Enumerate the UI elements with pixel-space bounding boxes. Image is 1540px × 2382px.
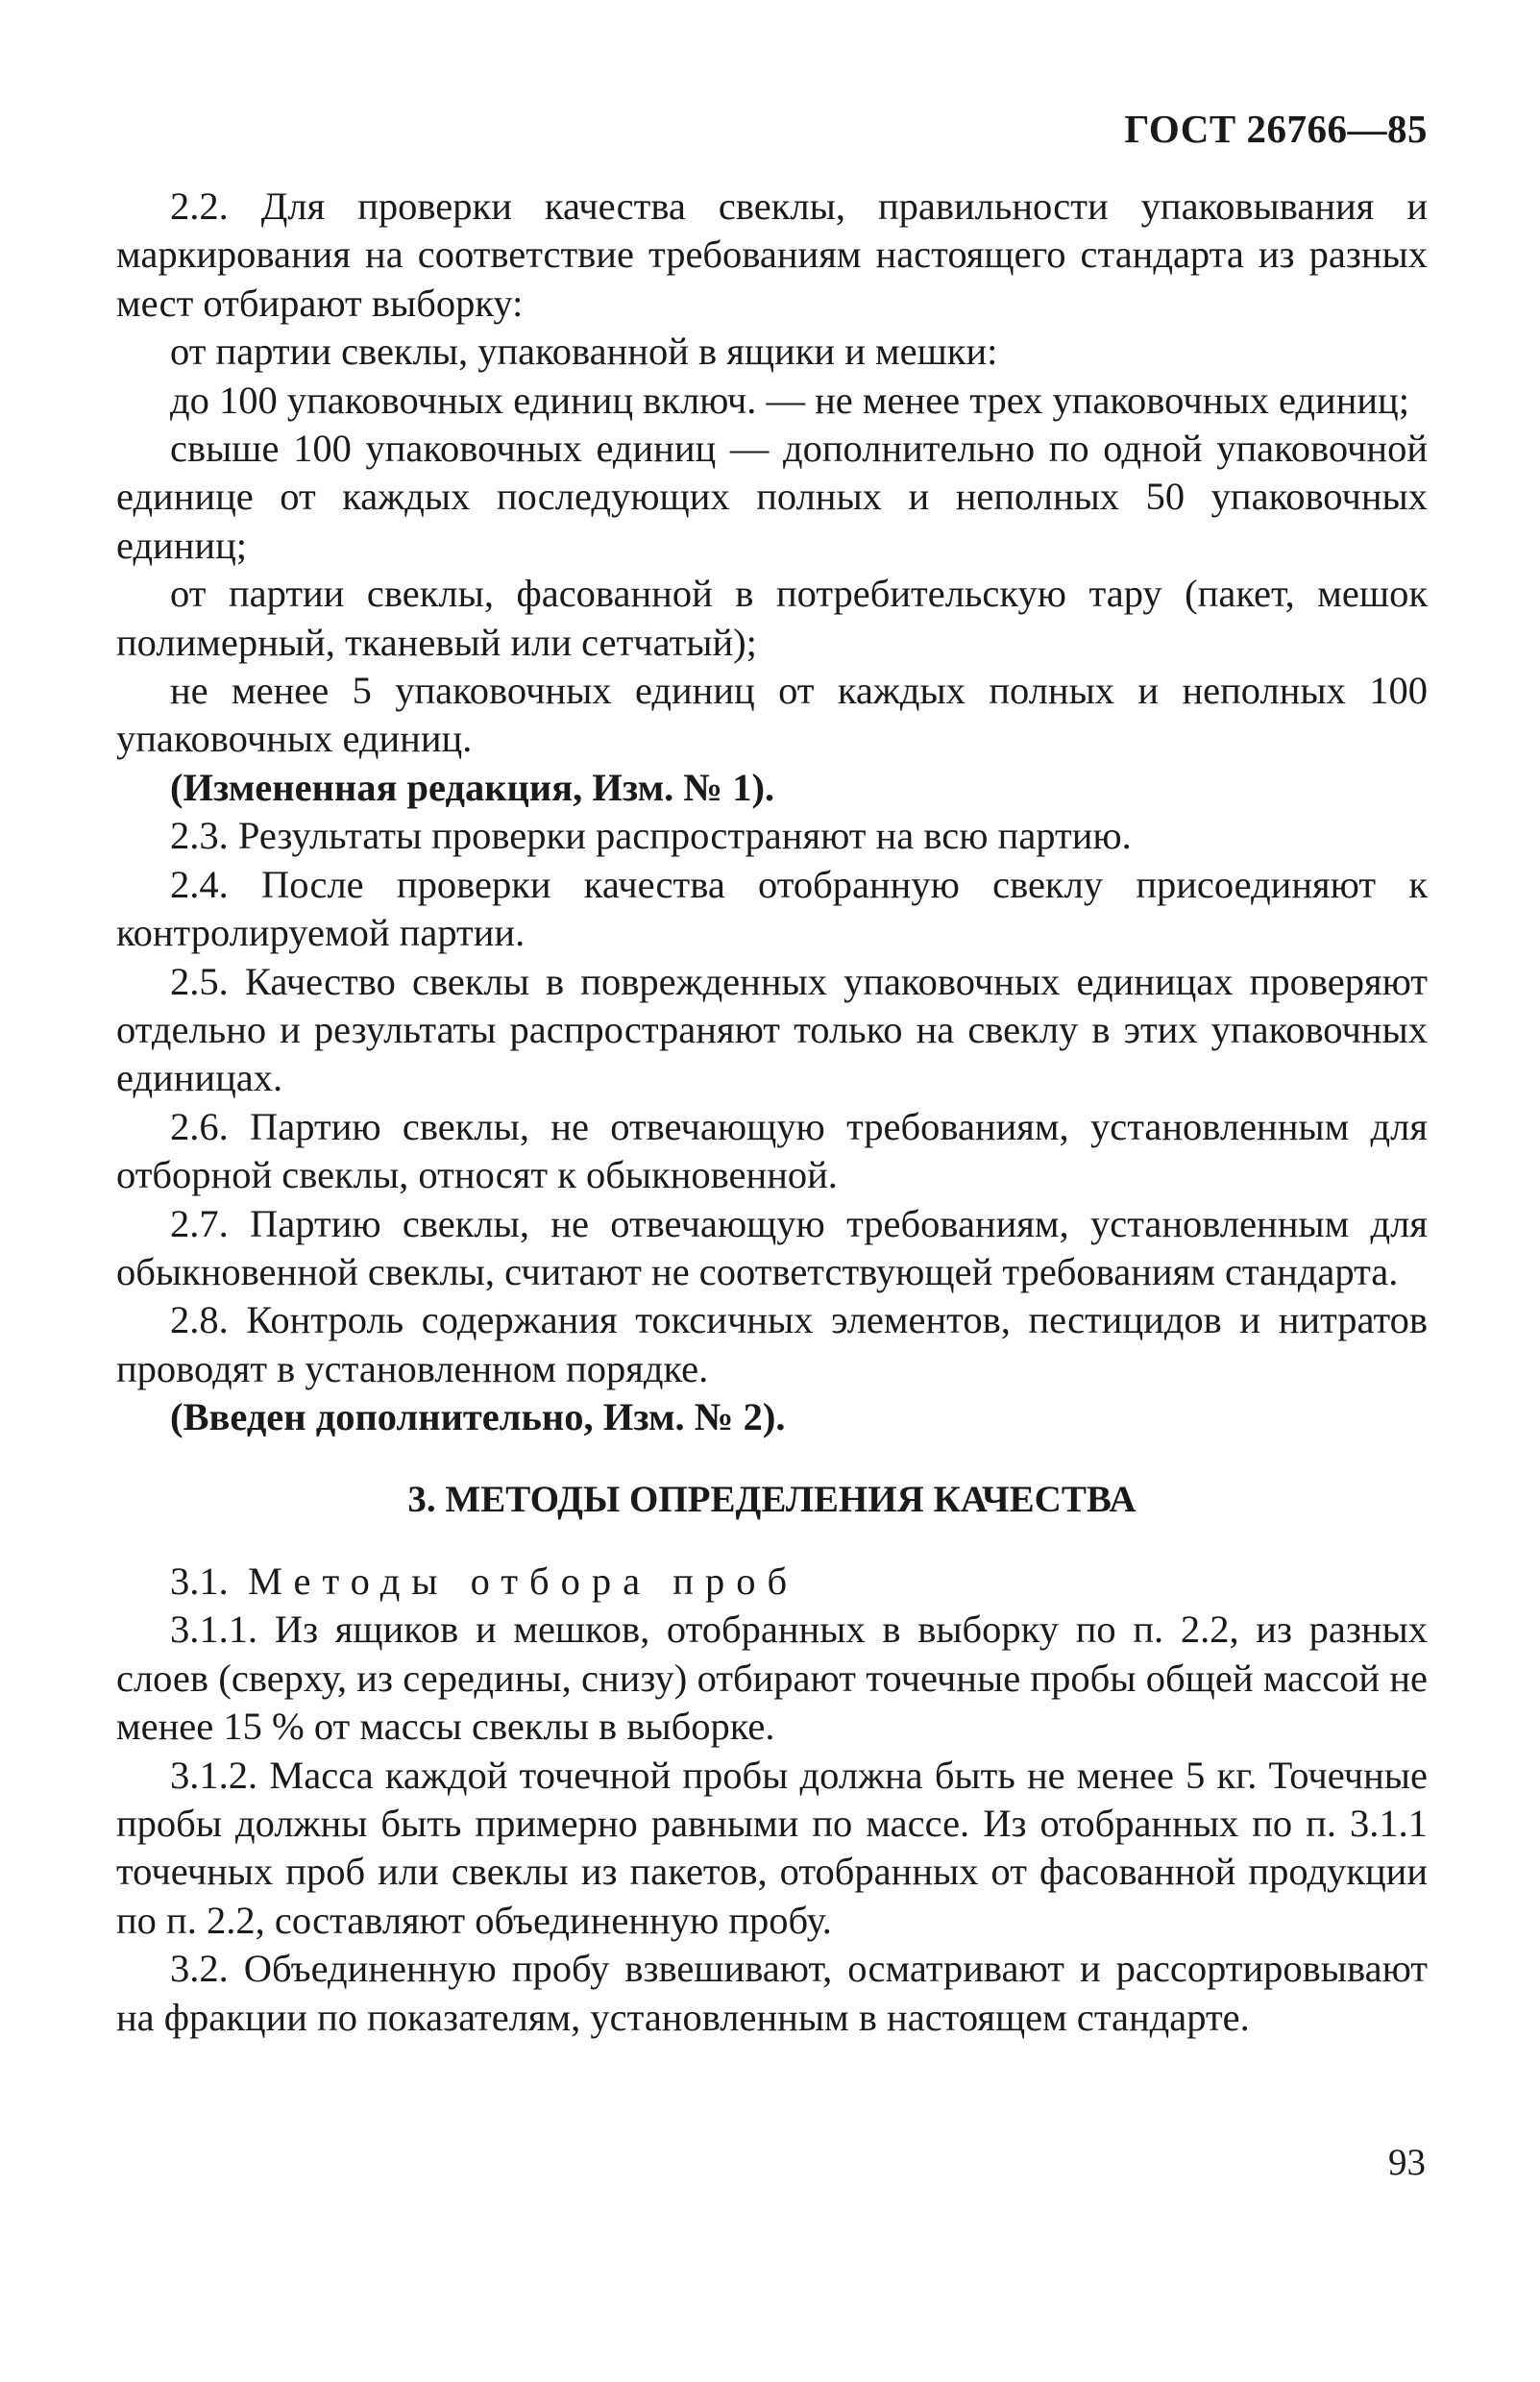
- section-3-title: 3. МЕТОДЫ ОПРЕДЕЛЕНИЯ КАЧЕСТВА: [407, 1478, 1137, 1520]
- paragraph-2-2-over-100: свыше 100 упаковочных единиц — дополнительно по одной упаковочной единице от каждых последующих полных и неполных 50 упаковочных единиц;: [116, 427, 1428, 567]
- amendment-note-2: (Введен дополнительно, Изм. № 2).: [170, 1395, 786, 1439]
- paragraph-2-2-packaged: от партии свеклы, фасованной в потребительскую тару (пакет, мешок полимерный, тканевый или сетчатый);: [116, 572, 1428, 664]
- paragraph-2-3: 2.3. Результаты проверки распространяют на всю партию.: [170, 814, 1132, 858]
- paragraph-2-2: 2.2. Для проверки качества свеклы, правильности упаковывания и маркирования на соответствие требованиям настоящего стандарта из разных мест отбирают выборку:: [116, 184, 1428, 325]
- page-number: 93: [1388, 2142, 1426, 2183]
- paragraph-2-2-boxes: от партии свеклы, упакованной в ящики и мешки:: [170, 330, 998, 374]
- paragraph-2-7: 2.7. Партию свеклы, не отвечающую требованиям, установленным для обыкновенной свеклы, считают не соответствующей требованиям стандарта.: [116, 1201, 1428, 1293]
- paragraph-2-2-minimum-5: не менее 5 упаковочных единиц от каждых полных и неполных 100 упаковочных единиц.: [116, 669, 1428, 761]
- paragraph-2-2-up-to-100: до 100 упаковочных единиц включ. — не менее трех упаковочных единиц;: [170, 378, 1409, 422]
- subsection-3-1-title: Методы отбора проб: [248, 1559, 799, 1603]
- paragraph-3-1-2: 3.1.2. Масса каждой точечной пробы должна быть не менее 5 кг. Точечные пробы должны быть примерно равными по массе. Из отобранных по п. 3.1.1 точечных проб или свеклы из пакетов, отобранных от фасованной продукции по п. 2.2, составляют объединенную пробу.: [116, 1753, 1428, 1942]
- amendment-note-1: (Измененная редакция, Изм. № 1).: [170, 765, 775, 809]
- paragraph-3-2: 3.2. Объединенную пробу взвешивают, осматривают и рассортировывают на фракции по показателям, установленным в настоящем стандарте.: [116, 1947, 1428, 2039]
- paragraph-3-1-1: 3.1.1. Из ящиков и мешков, отобранных в выборку по п. 2.2, из разных слоев (сверху, из середины, снизу) отбирают точечные пробы общей массой не менее 15 % от массы свеклы в выборке.: [116, 1608, 1428, 1749]
- paragraph-2-6: 2.6. Партию свеклы, не отвечающую требованиям, установленным для отборной свеклы, относят к обыкновенной.: [116, 1104, 1428, 1197]
- document-body: [116, 183, 1428, 2042]
- paragraph-2-4: 2.4. После проверки качества отобранную свеклу присоединяют к контролируемой партии.: [116, 862, 1428, 955]
- standard-header: ГОСТ 26766—85: [1124, 107, 1428, 151]
- subsection-3-1-heading: [116, 1558, 1428, 1606]
- paragraph-2-5: 2.5. Качество свеклы в поврежденных упаковочных единицах проверяют отдельно и результаты распространяют только на свеклу в этих упаковочных единицах.: [116, 959, 1428, 1100]
- subsection-3-1-number: 3.1.: [170, 1559, 229, 1603]
- paragraph-2-8: 2.8. Контроль содержания токсичных элементов, пестицидов и нитратов проводят в установленном порядке.: [116, 1298, 1428, 1390]
